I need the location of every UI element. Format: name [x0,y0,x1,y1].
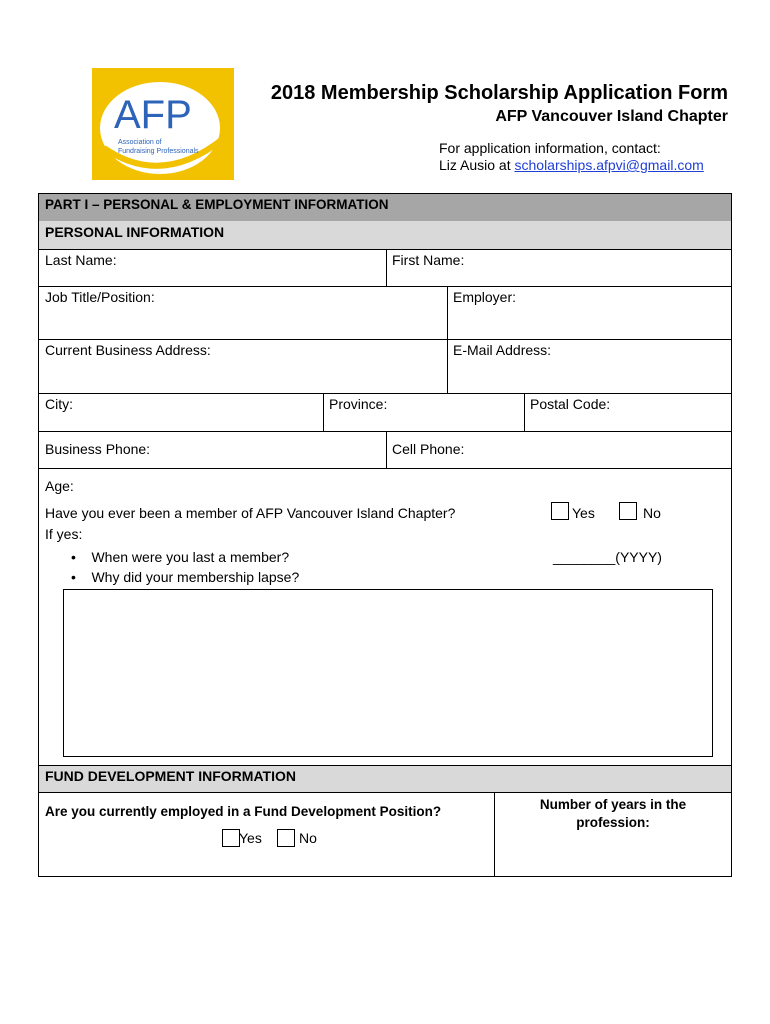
fund-yes-checkbox[interactable] [222,829,240,847]
chapter-title: AFP Vancouver Island Chapter [495,108,728,125]
contact-name-line [439,157,704,174]
business-address-field[interactable]: Current Business Address: [45,342,211,358]
lapse-text: Why did your membership lapse? [91,569,300,585]
member-yes-label: Yes [572,505,595,521]
year-input[interactable]: ________(YYYY) [553,549,662,565]
last-member-question: • When were you last a member? [71,549,290,565]
postal-code-field[interactable]: Postal Code: [530,396,611,412]
first-name-field[interactable]: First Name: [392,252,465,268]
member-question: Have you ever been a member of AFP Vancouver Island Chapter? [45,505,456,521]
years-in-profession-field[interactable] [494,796,732,832]
contact-line: For application information, contact: [439,140,661,156]
member-no-checkbox[interactable] [619,502,637,520]
logo-subtext-1: Association of [118,139,162,146]
member-yes-checkbox[interactable] [551,502,569,520]
logo-text: AFP [114,93,192,137]
employer-field[interactable]: Employer: [453,289,517,305]
personal-info-heading: PERSONAL INFORMATION [39,221,731,249]
city-field[interactable]: City: [45,396,73,412]
if-yes-label: If yes: [45,526,83,542]
afp-logo [92,68,234,180]
form-title: 2018 Membership Scholarship Application Form [270,82,728,104]
part1-heading: PART I – PERSONAL & EMPLOYMENT INFORMATION [39,194,731,221]
contact-name: Liz Ausio at [439,157,515,173]
member-no-label: No [643,505,661,521]
last-member-text: When were you last a member? [91,549,290,565]
lapse-reason-textarea[interactable] [63,589,713,757]
contact-info [439,140,704,174]
job-title-field[interactable]: Job Title/Position: [45,289,155,305]
fund-dev-heading: FUND DEVELOPMENT INFORMATION [39,766,731,792]
fund-no-checkbox[interactable] [277,829,295,847]
years-label-2: profession: [576,815,650,830]
years-label-1: Number of years in the [539,797,687,812]
email-field[interactable]: E-Mail Address: [453,342,552,358]
logo-subtext-2: Fundraising Professionals [118,148,199,155]
lapse-question: • Why did your membership lapse? [71,569,300,585]
province-field[interactable]: Province: [329,396,388,412]
last-name-field[interactable]: Last Name: [45,252,117,268]
fund-no-label: No [299,830,317,846]
application-form [38,193,732,877]
contact-email-link[interactable]: scholarships.afpvi@gmail.com [514,157,704,173]
fund-yes-label: Yes [239,830,262,846]
cell-phone-field[interactable]: Cell Phone: [392,441,465,457]
fund-employed-question: Are you currently employed in a Fund Development Position? [45,804,442,819]
age-field[interactable]: Age: [45,478,74,494]
business-phone-field[interactable]: Business Phone: [45,441,151,457]
